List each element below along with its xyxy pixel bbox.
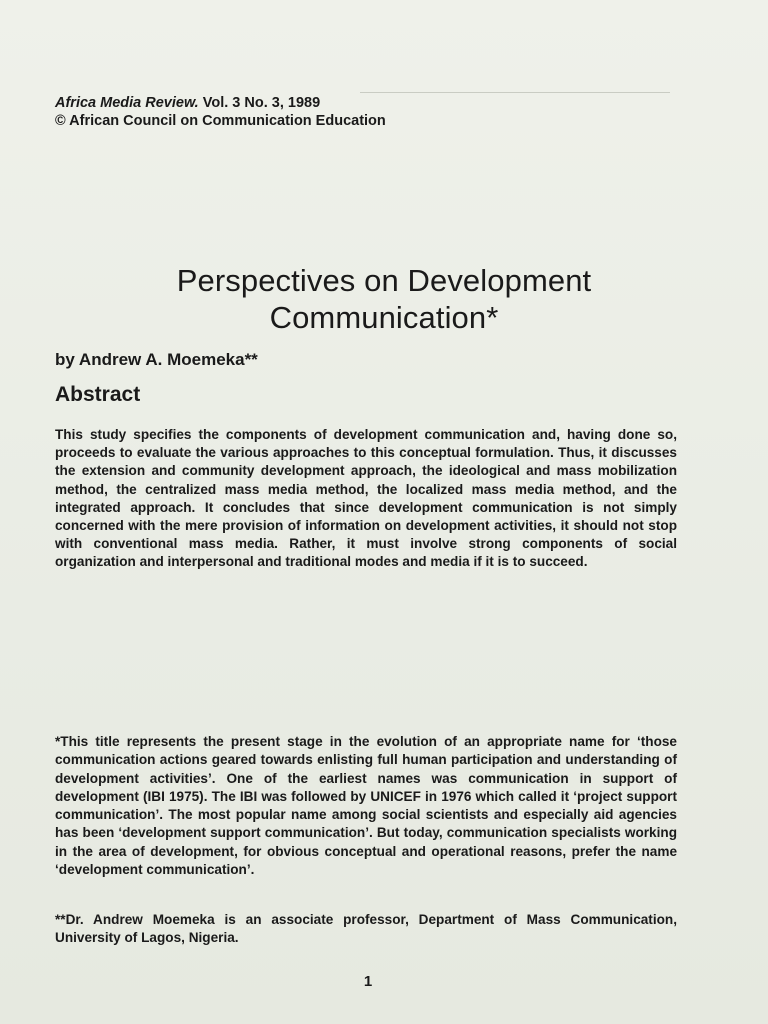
journal-copyright: © African Council on Communication Education [55, 113, 386, 129]
title-line-1: Perspectives on Development [176, 263, 592, 298]
journal-name: Africa Media Review. [55, 95, 199, 111]
header-rule [360, 92, 670, 93]
footnote-title: *This title represents the present stage in the evolution of an appropriate name for ‘those communication actions geared towards enlisting full human participation and understanding of development activities’. One of the earliest names was communication in support of development (IBI 1975). The IBI was followed by UNICEF in 1976 which called it ‘project support communication’. The most popular name among social scientists and especially aid agencies has been ‘development support communication’. But today, communication specialists working in the area of development, for obvious conceptual and operational reasons, prefer the name ‘development communication’. [55, 734, 677, 878]
footnote-author: **Dr. Andrew Moemeka is an associate professor, Department of Mass Communication, University of Lagos, Nigeria. [55, 912, 677, 946]
journal-volume: Vol. 3 No. 3, 1989 [198, 95, 321, 111]
author-byline: by Andrew A. Moemeka** [55, 350, 258, 369]
journal-header [55, 94, 386, 130]
page-number: 1 [363, 973, 373, 990]
abstract-heading: Abstract [55, 383, 141, 406]
article-title [40, 262, 728, 336]
journal-citation [55, 94, 386, 112]
title-line-2: Communication* [269, 300, 499, 335]
abstract-text: This study specifies the components of development communication and, having done so, proceeds to evaluate the various approaches to this conceptual formulation. Thus, it discusses the extension and community development approach, the ideological and mass mobilization method, the centralized mass media method, the localized mass media method, and the integrated approach. It concludes that since development communication is not simply concerned with the mere provision of information on development activities, it should not stop with conventional mass media. Rather, it must involve strong components of social organization and interpersonal and traditional modes and media if it is to succeed. [55, 427, 677, 570]
